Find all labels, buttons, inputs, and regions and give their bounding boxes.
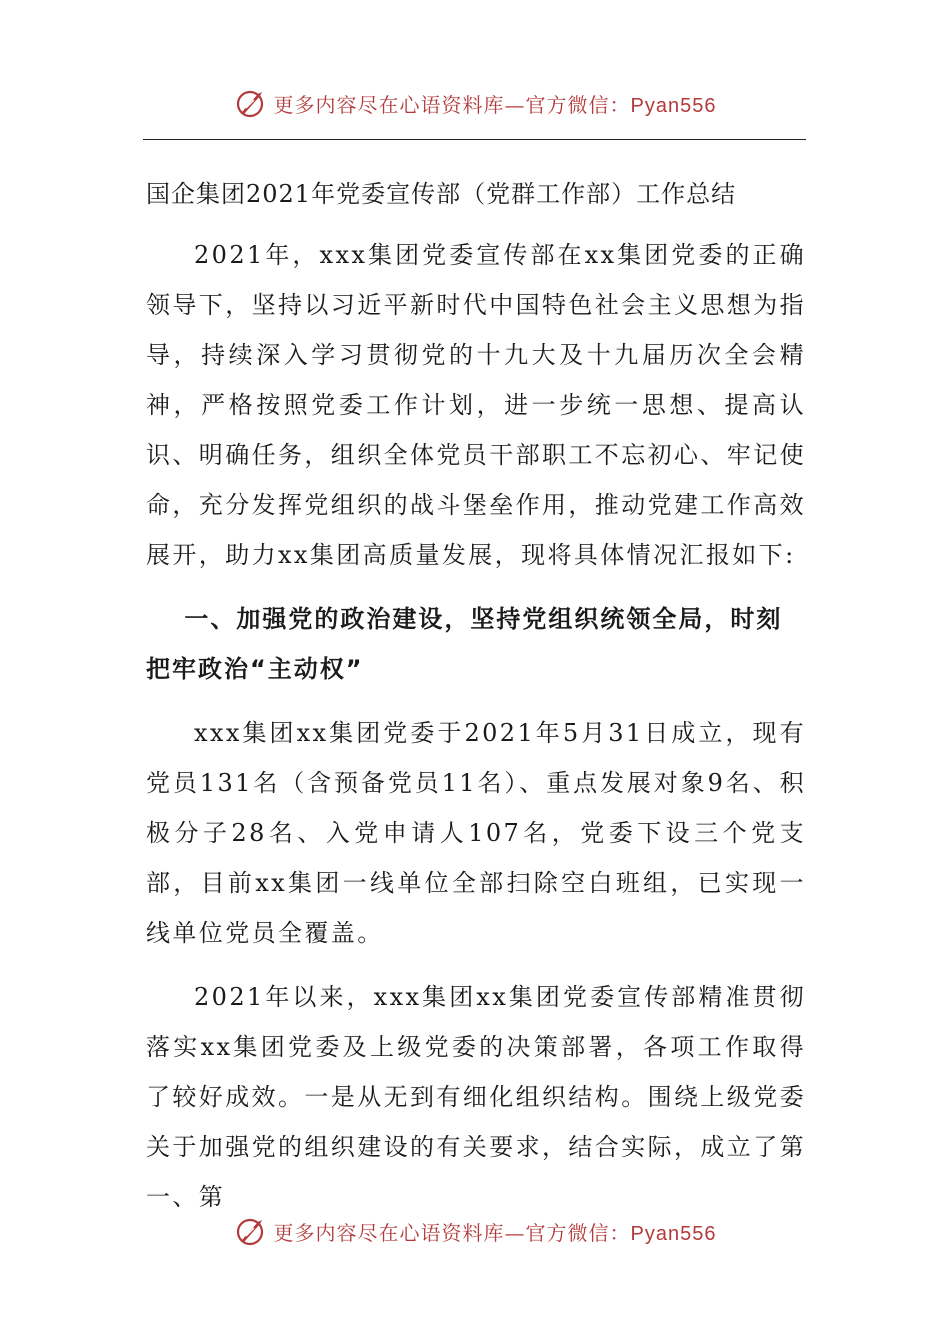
document-title: 国企集团2021年党委宣传部（党群工作部）工作总结 <box>146 180 737 208</box>
quill-pen-logo-icon <box>234 86 268 120</box>
section-heading-1: 一、加强党的政治建设，坚持党组织统领全局，时刻把牢政治“主动权” <box>146 605 783 683</box>
quill-pen-logo-icon <box>234 1214 268 1248</box>
section-1-paragraph-1: xxx集团xx集团党委于2021年5月31日成立，现有党员131名（含预备党员11名）、重点发展对象9名、积极分子28名、入党申请人107名，党委下设三个党支部，目前xx集团一线单位全部扫除空白班组，已实现一线单位党员全覆盖。 <box>146 719 806 947</box>
watermark-banner-top <box>0 78 950 128</box>
intro-paragraph: 2021年，xxx集团党委宣传部在xx集团党委的正确领导下，坚持以习近平新时代中国特色社会主义思想为指导，持续深入学习贯彻党的十九大及十九届历次全会精神，严格按照党委工作计划，进一步统一思想、提高认识、明确任务，组织全体党员干部职工不忘初心、牢记使命，充分发挥党组织的战斗堡垒作用，推动党建工作高效展开，助力xx集团高质量发展，现将具体情况汇报如下: <box>146 241 806 569</box>
watermark-text: 更多内容尽在心语资料库—官方微信：Pyan556 <box>273 92 717 117</box>
section-1-paragraph-2: 2021年以来，xxx集团xx集团党委宣传部精准贯彻落实xx集团党委及上级党委的决策部署，各项工作取得了较好成效。一是从无到有细化组织结构。围绕上级党委关于加强党的组织建设的有关要求，结合实际，成立了第一、第 <box>146 983 806 1211</box>
document-body <box>146 168 806 1236</box>
watermark-wechat-id: Pyan556 <box>630 94 717 117</box>
watermark-banner-bottom <box>0 1206 950 1256</box>
watermark-wechat-id: Pyan556 <box>630 1222 717 1245</box>
header-rule <box>143 139 806 140</box>
watermark-text: 更多内容尽在心语资料库—官方微信：Pyan556 <box>273 1220 717 1245</box>
